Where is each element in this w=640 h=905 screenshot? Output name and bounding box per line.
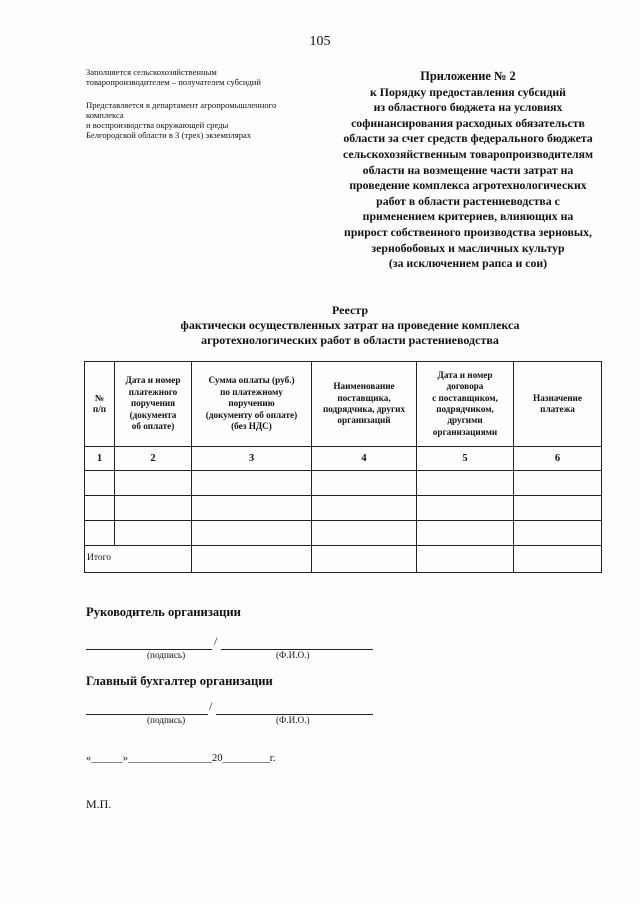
table-cell[interactable] xyxy=(514,496,602,521)
header-number: № п/п xyxy=(85,362,115,447)
table-cell[interactable] xyxy=(312,496,417,521)
head-signature-label: (подпись) xyxy=(147,650,186,660)
head-separator: / xyxy=(214,634,218,648)
header-contract: Дата и номер договора с поставщиком, подрядчиком, другими организациями xyxy=(417,362,514,447)
note-line: и воспроизводства окружающей среды xyxy=(86,120,229,130)
header-payment-amount: Сумма оплаты (руб.) по платежному поручению (документу об оплате) (без НДС) xyxy=(192,362,312,447)
appendix-line: применением критериев, влияющих на xyxy=(362,209,574,224)
table-cell[interactable] xyxy=(85,496,115,521)
note-line: комплекса xyxy=(86,110,124,120)
table-cell[interactable] xyxy=(417,496,514,521)
table-row xyxy=(85,496,602,521)
appendix-line: области за счет средств федерального бюджета xyxy=(343,131,593,146)
appendix-line: софинансирования расходных обязательств xyxy=(351,115,585,130)
total-label: Итого xyxy=(85,546,192,573)
appendix-line: сельскохозяйственным товаропроизводителям xyxy=(342,146,594,161)
register-table xyxy=(84,361,602,573)
table-cell[interactable] xyxy=(115,471,192,496)
total-cell[interactable] xyxy=(312,546,417,573)
registry-heading xyxy=(120,303,580,348)
table-cell[interactable] xyxy=(312,471,417,496)
total-row xyxy=(85,546,602,573)
appendix-line: из областного бюджета на условиях xyxy=(373,100,563,115)
table-row xyxy=(85,471,602,496)
registry-title: Реестр xyxy=(331,303,368,317)
appendix-block xyxy=(318,69,618,272)
total-cell[interactable] xyxy=(417,546,514,573)
column-number: 3 xyxy=(192,447,312,471)
header-payment-purpose: Назначение платежа xyxy=(514,362,602,447)
registry-subtitle-line: агротехнологических работ в области растениеводства xyxy=(201,333,499,347)
head-signature-title: Руководитель организации xyxy=(86,605,241,619)
stamp-placeholder: М.П. xyxy=(86,797,112,811)
column-number: 6 xyxy=(514,447,602,471)
total-cell[interactable] xyxy=(514,546,602,573)
table-cell[interactable] xyxy=(85,471,115,496)
table-cell[interactable] xyxy=(115,496,192,521)
appendix-line: проведение комплекса агротехнологических xyxy=(349,178,587,193)
column-number: 4 xyxy=(312,447,417,471)
appendix-line: зернобобовых и масличных культур xyxy=(371,240,565,255)
note-line: Белгородской области в 3 (трех) экземплярах xyxy=(86,130,252,140)
note-line: товаропроизводителем – получателем субсидий xyxy=(86,77,261,87)
table-cell[interactable] xyxy=(192,521,312,546)
table-cell[interactable] xyxy=(514,521,602,546)
appendix-line: области на возмещение части затрат на xyxy=(362,162,574,177)
header-payment-order: Дата и номер платежного поручения (документа об оплате) xyxy=(115,362,192,447)
date-field[interactable]: «______»________________20_________г. xyxy=(86,753,276,764)
appendix-line: прирост собственного производства зерновых, xyxy=(344,224,592,239)
accountant-signature-title: Главный бухгалтер организации xyxy=(86,674,273,688)
total-cell[interactable] xyxy=(192,546,312,573)
note-line: Представляется в департамент агропромышленного xyxy=(86,100,277,110)
appendix-line: к Порядку предоставления субсидий xyxy=(370,84,566,99)
table-row xyxy=(85,521,602,546)
table-cell[interactable] xyxy=(417,471,514,496)
column-number: 2 xyxy=(115,447,192,471)
head-name-label: (Ф.И.О.) xyxy=(276,650,310,660)
appendix-line: (за исключением рапса и сои) xyxy=(388,256,548,271)
table-cell[interactable] xyxy=(85,521,115,546)
appendix-title: Приложение № 2 xyxy=(420,69,516,83)
table-cell[interactable] xyxy=(192,471,312,496)
page-number: 105 xyxy=(309,34,331,49)
column-number: 5 xyxy=(417,447,514,471)
accountant-name-label: (Ф.И.О.) xyxy=(276,715,310,725)
table-cell[interactable] xyxy=(115,521,192,546)
accountant-signature-label: (подпись) xyxy=(147,715,186,725)
column-number-row xyxy=(85,447,602,471)
accountant-separator: / xyxy=(209,699,213,713)
registry-subtitle-line: фактически осуществленных затрат на проведение комплекса xyxy=(180,318,520,332)
table-header-row xyxy=(85,362,602,447)
header-supplier-name: Наименование поставщика, подрядчика, других организаций xyxy=(312,362,417,447)
submitted-to-note xyxy=(86,100,316,140)
filled-by-note xyxy=(86,67,316,87)
appendix-line: работ в области растениеводства с xyxy=(376,193,560,208)
table-cell[interactable] xyxy=(312,521,417,546)
table-cell[interactable] xyxy=(514,471,602,496)
table-cell[interactable] xyxy=(192,496,312,521)
note-line: Заполняется сельскохозяйственным xyxy=(86,67,217,77)
column-number: 1 xyxy=(85,447,115,471)
table-cell[interactable] xyxy=(417,521,514,546)
